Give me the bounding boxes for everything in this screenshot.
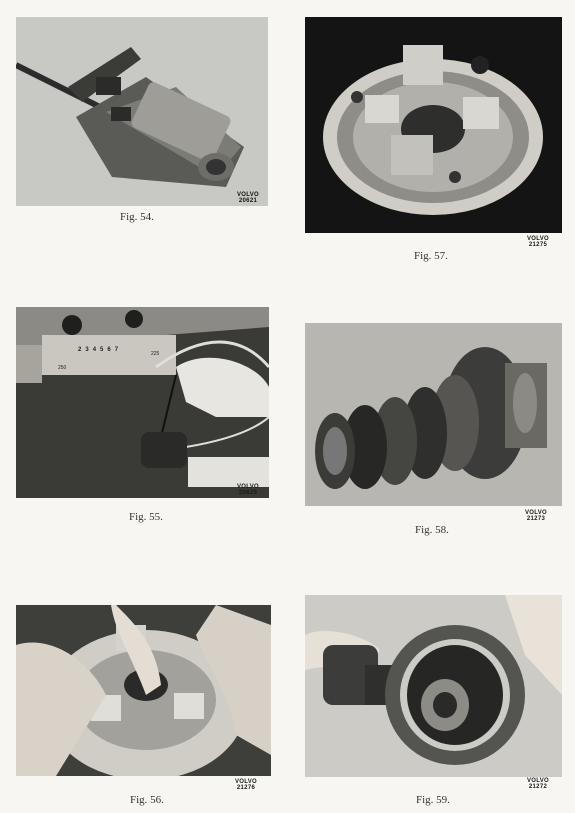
figure-57-photo [305, 17, 562, 233]
figure-54-photo [16, 17, 268, 206]
figure-57-stamp: VOLVO 21275 [526, 236, 550, 248]
figure-58-photo [305, 323, 562, 506]
test-bench-left-mark: 250 [58, 365, 67, 371]
figure-59-photo [305, 595, 562, 777]
figure-59-caption: Fig. 59. [416, 794, 450, 806]
figure-58-stamp: VOLVO 21273 [524, 510, 548, 522]
test-bench-right-mark: 225 [151, 351, 160, 357]
figure-54-caption: Fig. 54. [120, 211, 154, 223]
figure-56-stamp: VOLVO 21276 [234, 779, 258, 791]
figure-55-caption: Fig. 55. [129, 511, 163, 523]
figure-56-caption: Fig. 56. [130, 794, 164, 806]
figure-55-stamp: VOLVO 20625 [236, 484, 260, 496]
figure-59-stamp: VOLVO 21272 [526, 778, 550, 790]
figure-56-photo [16, 605, 271, 776]
figure-58-caption: Fig. 58. [415, 524, 449, 536]
figure-57-caption: Fig. 57. [414, 250, 448, 262]
test-bench-scale: 234567 [78, 347, 123, 353]
figure-55-photo [16, 307, 269, 498]
figure-54-stamp: VOLVO 20621 [236, 192, 260, 204]
